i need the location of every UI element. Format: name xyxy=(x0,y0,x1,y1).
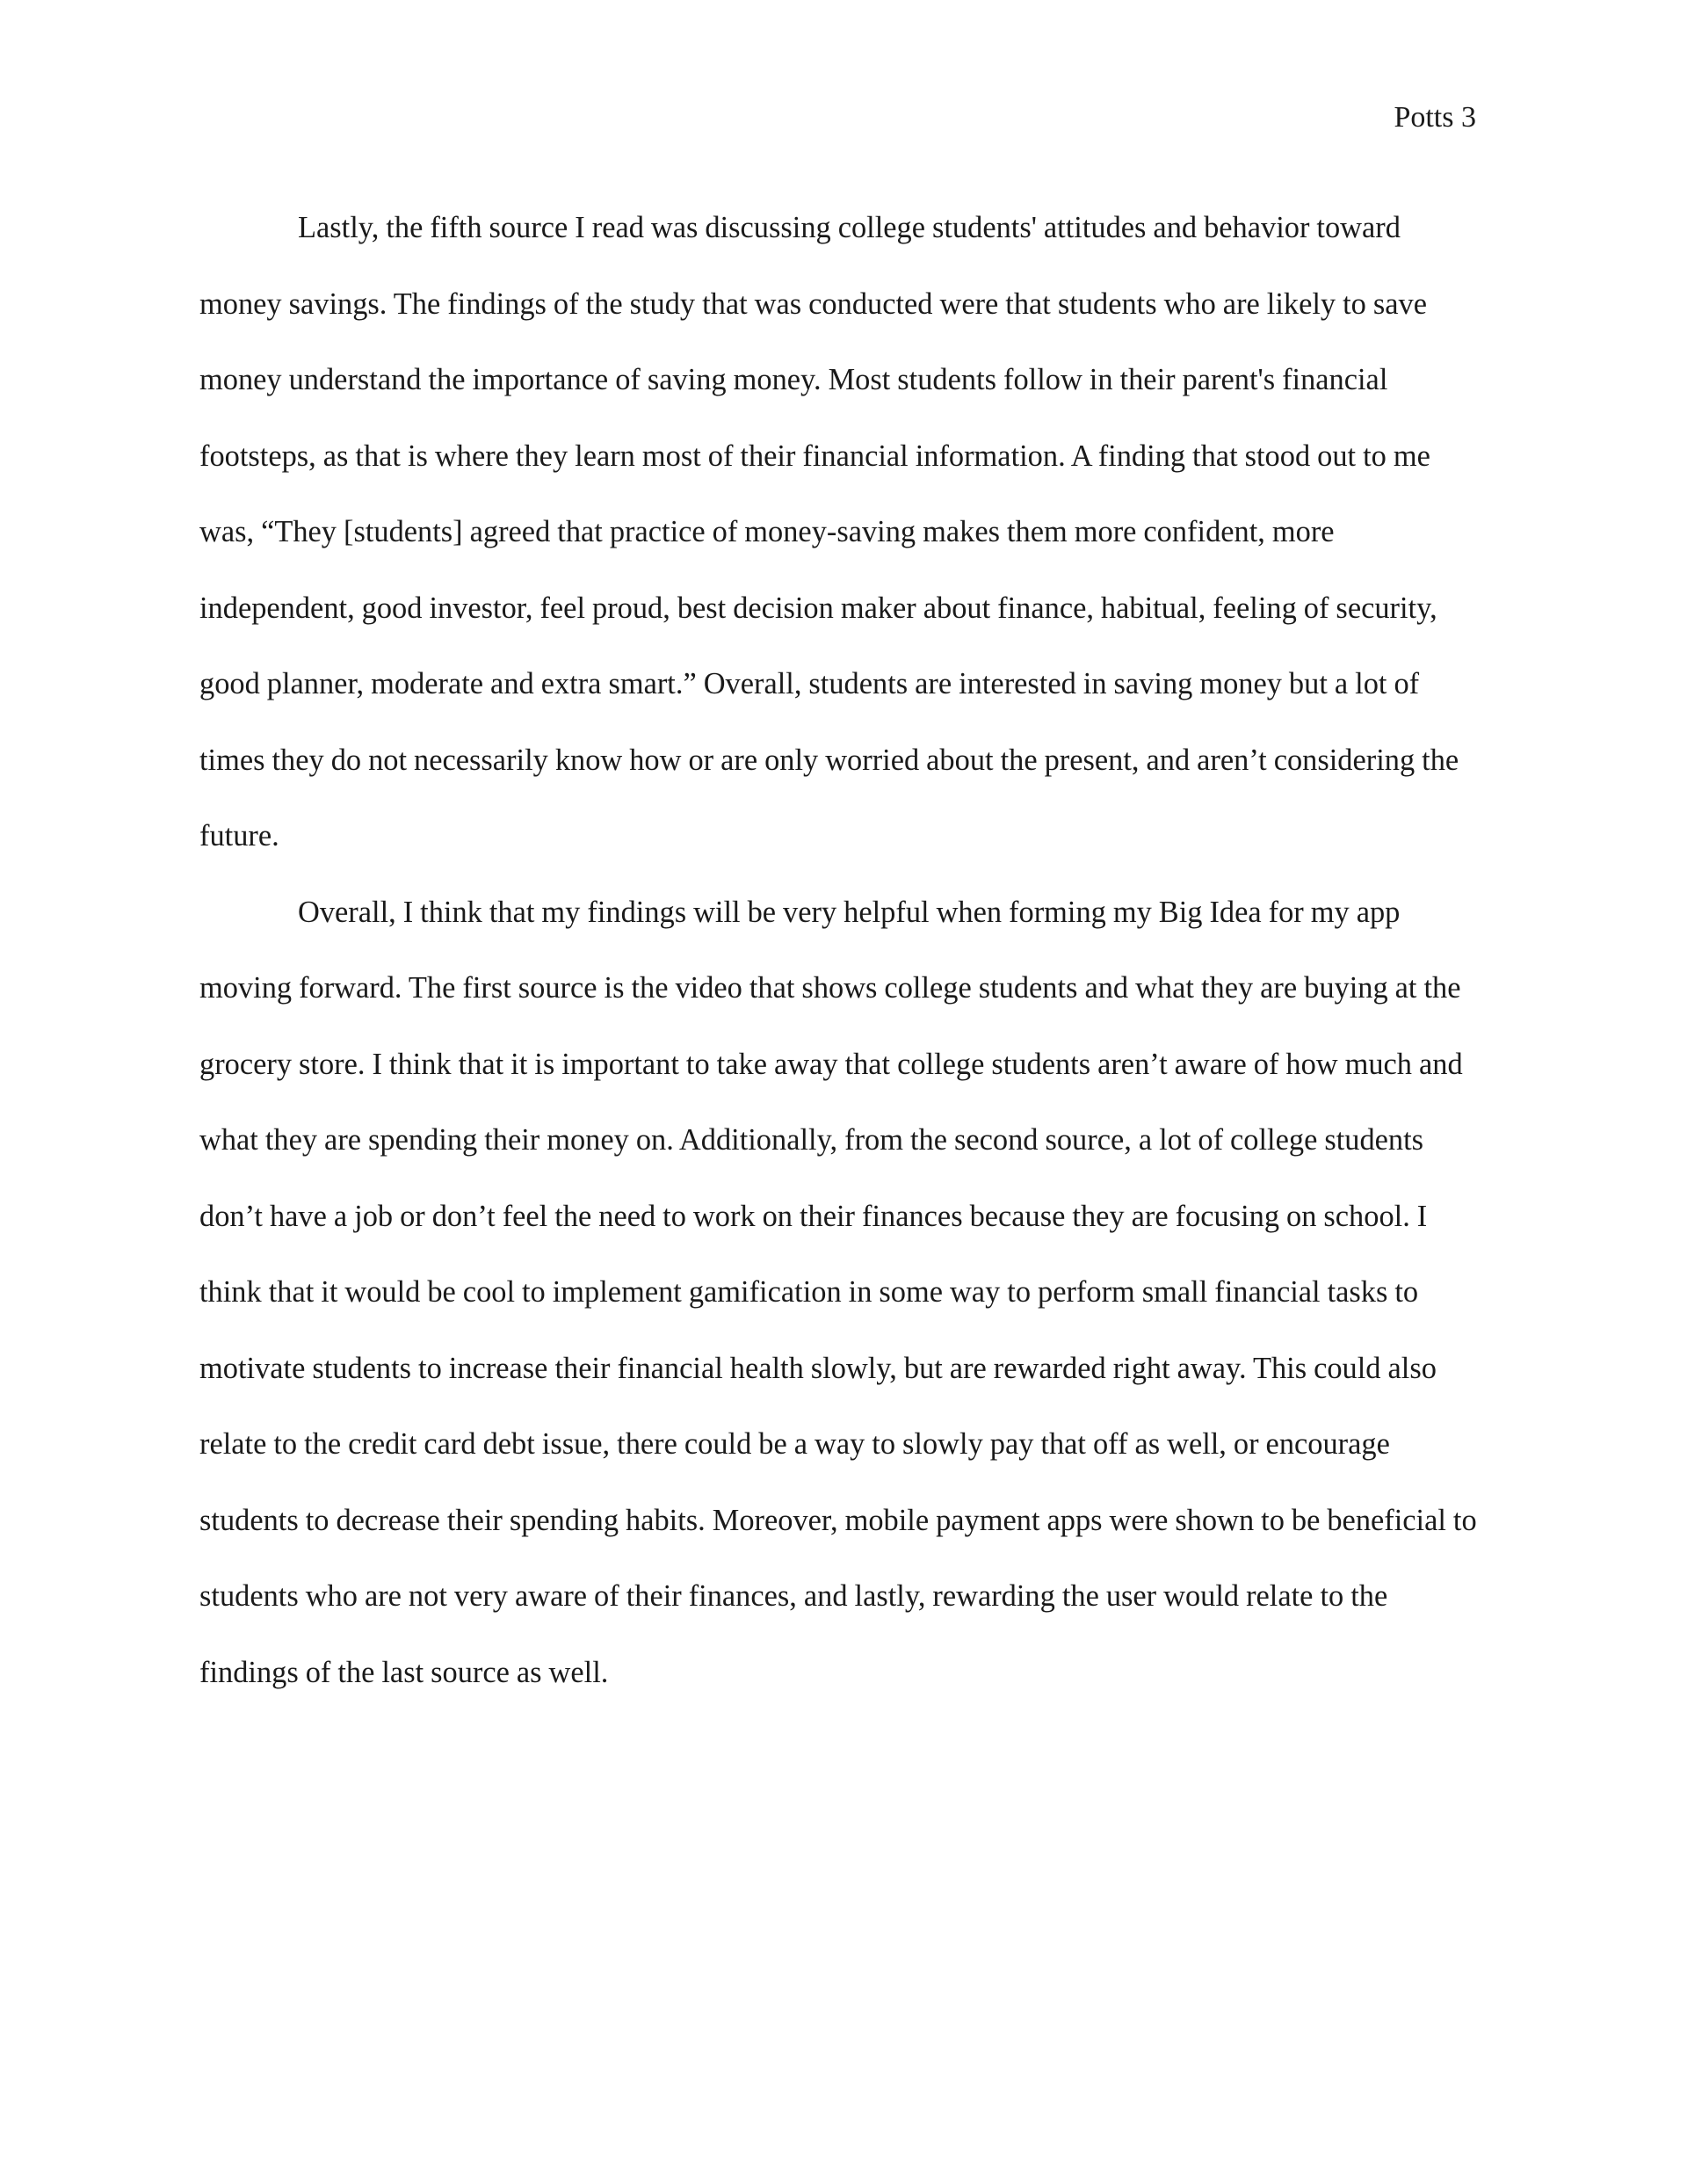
paragraph-fifth-source: Lastly, the fifth source I read was discussing college students' attitudes and behavior toward money savings. The findings of the study that was conducted were that students who are likely to save money understand the importance of saving money. Most students follow in their parent's financial footsteps, as that is where they learn most of their financial information. A finding that stood out to me was, “They [students] agreed that practice of money-saving makes them more confident, more independent, good investor, feel proud, best decision maker about finance, habitual, feeling of security, good planner, moderate and extra smart.” Overall, students are interested in saving money but a lot of times they do not necessarily know how or are only worried about the present, and aren’t considering the future. xyxy=(199,211,1459,853)
document-body xyxy=(199,190,1488,1710)
page-header-label: Potts 3 xyxy=(1394,101,1476,134)
paragraph-overall-findings: Overall, I think that my findings will be very helpful when forming my Big Idea for my app moving forward. The first source is the video that shows college students and what they are buying at the grocery store. I think that it is important to take away that college students aren’t aware of how much and what they are spending their money on. Additionally, from the second source, a lot of college students don’t have a job or don’t feel the need to work on their finances because they are focusing on school. I think that it would be cool to implement gamification in some way to perform small financial tasks to motivate students to increase their financial health slowly, but are rewarded right away. This could also relate to the credit card debt issue, there could be a way to slowly pay that off as well, or encourage students to decrease their spending habits. Moreover, mobile payment apps were shown to be beneficial to students who are not very aware of their finances, and lastly, rewarding the user would relate to the findings of the last source as well. xyxy=(199,895,1477,1689)
